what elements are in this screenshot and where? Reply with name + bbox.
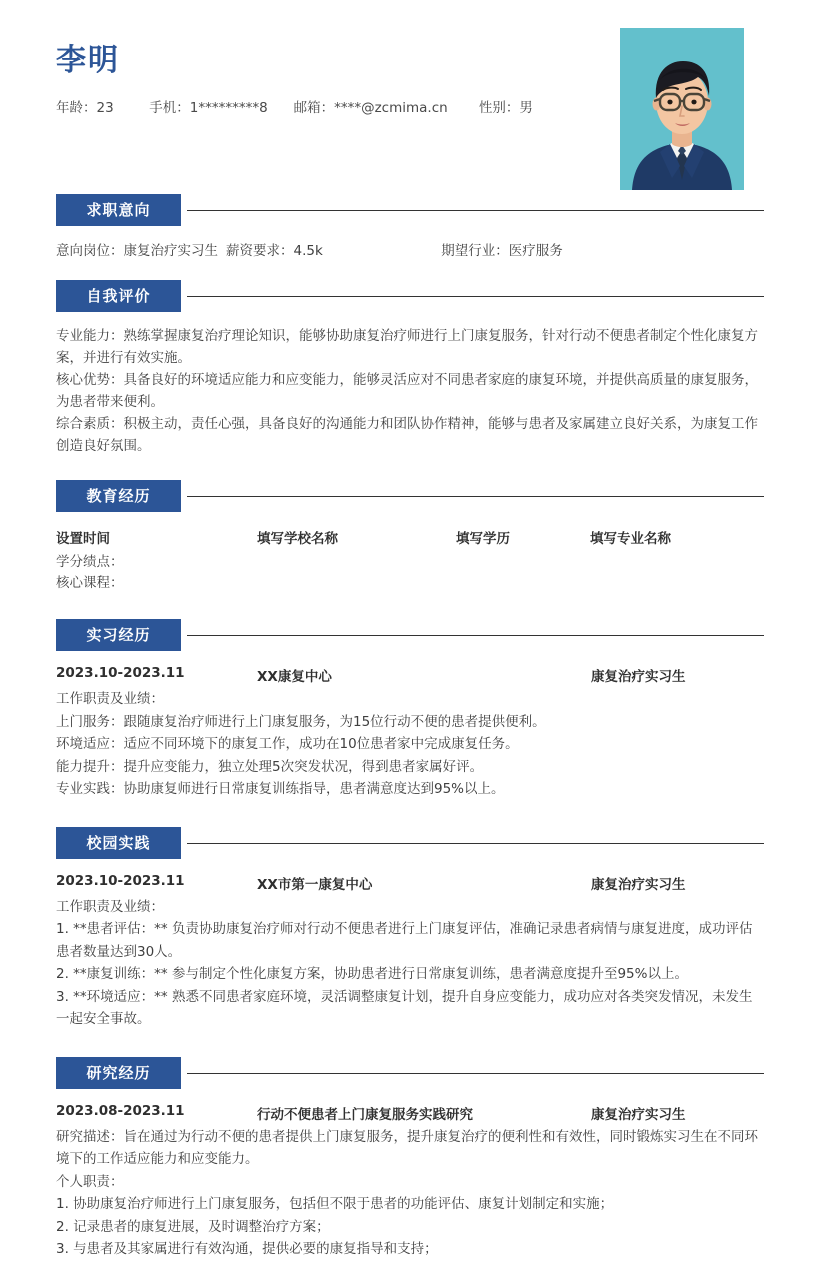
research-entry-header [56,1103,764,1123]
campus-practice-line: 2. **康复训练：** 参与制定个性化康复方案，协助患者进行日常康复训练，患者满意度提升至95%以上。 [56,966,688,982]
contact-phone [149,96,289,116]
objective-industry-label: 期望行业： [441,243,509,259]
contact-age-label: 年龄： [56,100,97,116]
section-header-research [56,1057,764,1091]
campus-practice-entry [56,873,764,1031]
section-rule [187,296,764,297]
self-evaluation-body [56,325,764,457]
education-column-headers [56,527,764,547]
section-education [56,480,764,594]
section-rule [187,496,764,497]
section-internship [56,619,764,801]
campus-practice-date: 2023.10-2023.11 [56,872,185,889]
section-header-internship [56,619,764,653]
research-entry-body [56,1126,764,1261]
contact-email [294,96,475,116]
contact-age-value: 23 [96,100,114,116]
section-rule [187,635,764,636]
internship-line: 能力提升：提升应变能力，独立处理5次突发状况，得到患者家属好评。 [56,758,484,775]
education-column-school: 填写学校名称 [257,531,338,547]
objective-position-value: 康复治疗实习生 [123,243,218,259]
contact-email-label: 邮箱： [293,100,335,116]
education-courses-line: 核心课程： [56,575,124,591]
education-detail-lines [56,552,764,594]
section-campus-practice [56,827,764,1031]
internship-entry [56,665,764,801]
research-line: 2. 记录患者的康复进展，及时调整治疗方案； [56,1218,330,1235]
campus-practice-line: 工作职责及业绩： [56,898,164,915]
self-evaluation-line: 专业能力：熟练掌握康复治疗理论知识，能够协助康复治疗师进行上门康复服务，针对行动不便患者制定个性化康复方案，并进行有效实施。 [56,328,758,366]
section-header-self-evaluation [56,280,764,314]
campus-practice-organization: XX市第一康复中心 [257,876,373,893]
section-header-objective [56,194,764,228]
objective-position-label: 意向岗位： [56,243,124,259]
contact-phone-value: 1*********8 [189,100,268,116]
internship-entry-header [56,665,764,685]
campus-practice-line: 3. **环境适应：** 熟悉不同患者家庭环境，灵活调整康复计划，提升自身应变能力，成功应对各类突发情况，未发生一起安全事故。 [56,988,753,1027]
self-evaluation-line: 核心优势：具备良好的环境适应能力和应变能力，能够灵活应对不同患者家庭的康复环境，并提供高质量的康复服务，为患者带来便利。 [56,372,758,410]
section-title-research: 研究经历 [56,1057,181,1089]
contact-email-value: ****@zcmima.cn [334,100,448,116]
research-title: 行动不便患者上门康复服务实践研究 [257,1106,473,1123]
section-title-campus-practice: 校园实践 [56,827,181,859]
objective-industry-value: 医疗服务 [508,243,563,259]
education-gpa-line: 学分绩点： [56,554,124,570]
objective-position-and-salary [56,239,437,259]
campus-practice-role: 康复治疗实习生 [591,876,686,893]
section-header-education [56,480,764,514]
internship-role: 康复治疗实习生 [591,669,686,685]
objective-salary-value: 4.5k [293,243,323,259]
self-evaluation-line: 综合素质：积极主动，责任心强，具备良好的沟通能力和团队协作精神，能够与患者及家属建立良好关系，为康复工作创造良好氛围。 [56,416,758,454]
section-rule [187,210,764,211]
campus-practice-line: 1. **患者评估：** 负责协助康复治疗师对行动不便患者进行上门康复评估，准确记录患者病情与康复进度，成功评估患者数量达到30人。 [56,921,753,960]
objective-industry [441,239,563,259]
section-objective [56,194,764,259]
research-line: 个人职责： [56,1173,124,1190]
profile-photo [620,28,744,190]
section-header-campus-practice [56,827,764,861]
section-title-education: 教育经历 [56,480,181,512]
contact-age [56,96,145,116]
campus-practice-entry-header [56,873,764,893]
research-entry [56,1103,764,1261]
contact-gender-value: 男 [519,100,533,116]
portrait-illustration [620,28,744,190]
research-line: 1. 协助康复治疗师进行上门康复服务，包括但不限于患者的功能评估、康复计划制定和实施； [56,1196,614,1212]
internship-line: 专业实践：协助康复师进行日常康复训练指导，患者满意度达到95%以上。 [56,781,505,797]
internship-entry-body [56,688,764,801]
contact-phone-label: 手机： [149,100,190,116]
section-self-evaluation [56,280,764,457]
research-date: 2023.08-2023.11 [56,1102,185,1119]
section-rule [187,843,764,844]
research-line: 3. 与患者及其家属进行有效沟通，提供必要的康复指导和支持； [56,1241,438,1257]
research-role: 康复治疗实习生 [591,1106,686,1123]
education-column-major: 填写专业名称 [590,531,671,547]
section-title-objective: 求职意向 [56,194,181,226]
section-research [56,1057,764,1261]
section-title-internship: 实习经历 [56,619,181,651]
campus-practice-entry-body [56,896,764,1031]
section-title-self-evaluation: 自我评价 [56,280,181,312]
section-rule [187,1073,764,1074]
internship-date: 2023.10-2023.11 [56,665,185,681]
objective-salary-label: 薪资要求： [226,243,294,259]
resume-header [56,0,764,176]
objective-row [56,239,764,259]
internship-line: 上门服务：跟随康复治疗师进行上门康复服务，为15位行动不便的患者提供便利。 [56,713,546,730]
contact-gender [479,96,533,116]
internship-organization: XX康复中心 [257,669,332,685]
page-title: 李明 [56,43,120,78]
education-column-degree: 填写学历 [456,531,510,547]
internship-line: 工作职责及业绩： [56,691,164,707]
internship-line: 环境适应：适应不同环境下的康复工作，成功在10位患者家中完成康复任务。 [56,736,519,752]
research-line: 研究描述：旨在通过为行动不便的患者提供上门康复服务，提升康复治疗的便利性和有效性，同时锻炼实习生在不同环境下的工作适应能力和应变能力。 [56,1128,758,1167]
contact-gender-label: 性别： [478,100,520,116]
education-column-time: 设置时间 [56,531,110,547]
